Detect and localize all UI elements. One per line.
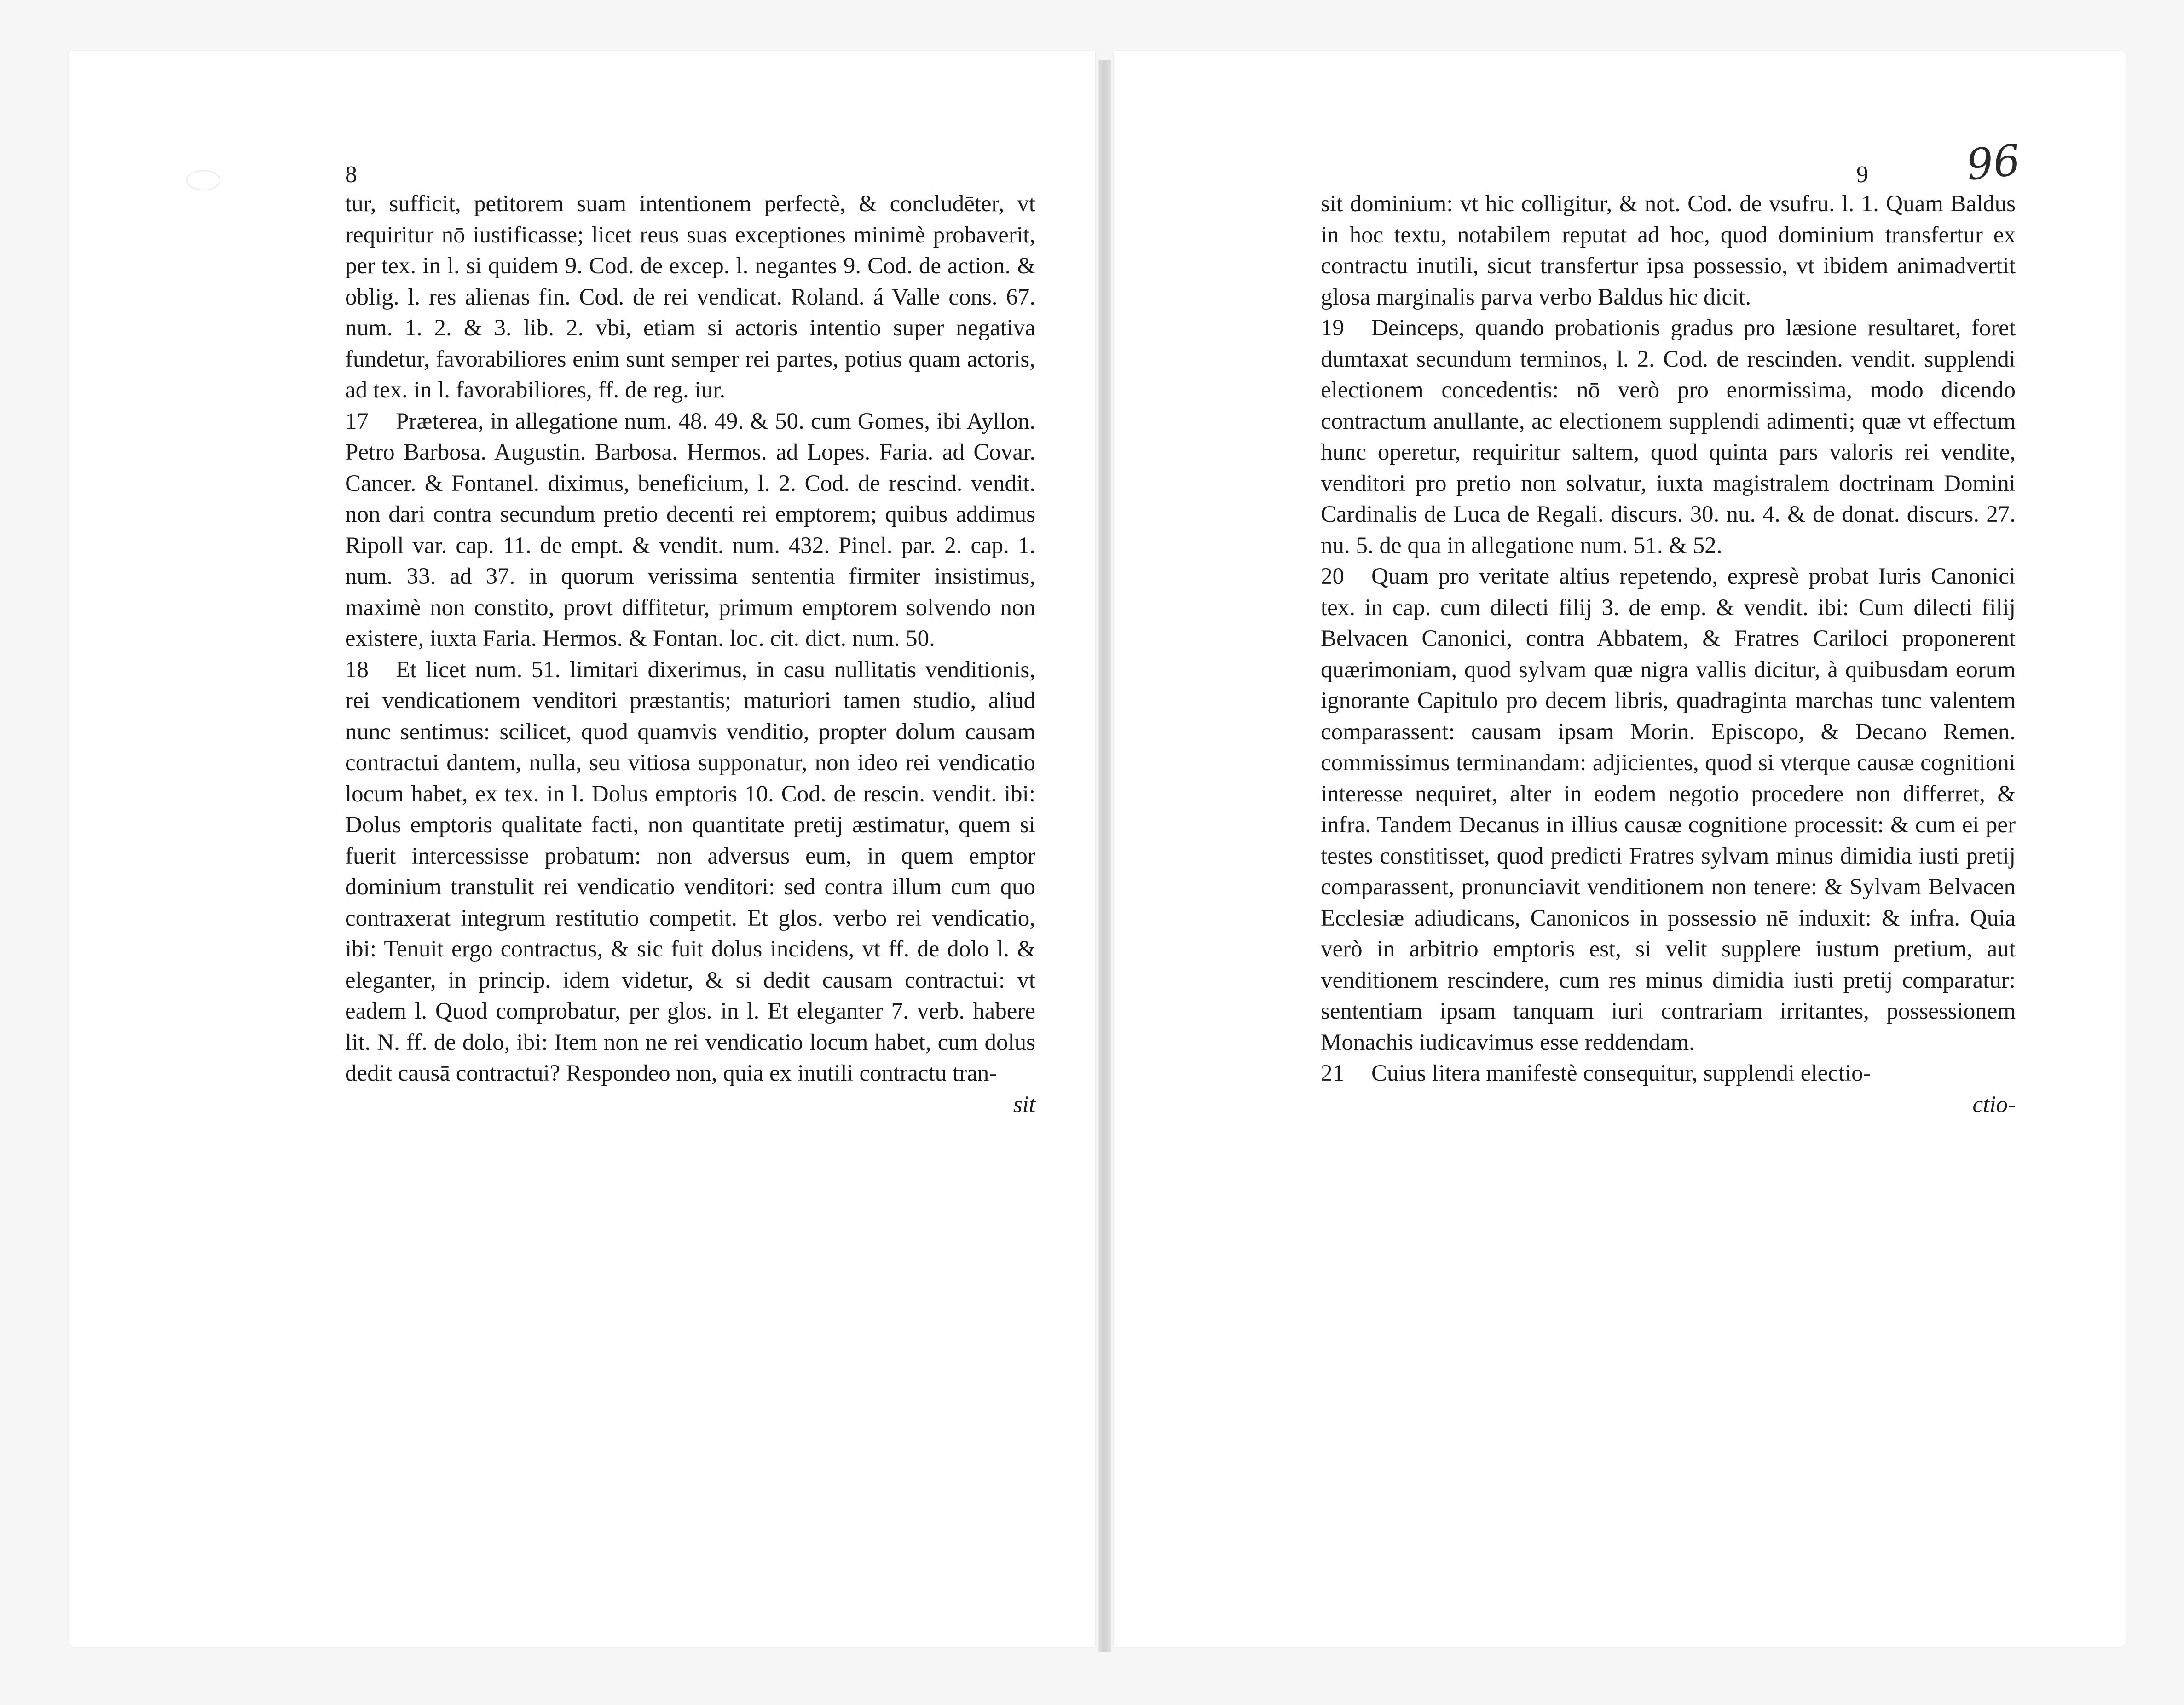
book-gutter bbox=[1098, 60, 1111, 1652]
catchword: ctio- bbox=[1972, 1091, 2016, 1117]
book-spread bbox=[69, 51, 2131, 1661]
paragraph-number: 21 bbox=[1321, 1060, 1344, 1086]
handwritten-folio-number: 96 bbox=[1964, 135, 2023, 190]
paragraph-text: Præterea, in allegatione num. 48. 49. & 50. cum Gomes, ibi Ayllon. Petro Barbosa. Augustin. Barbosa. Hermos. ad Lopes. Faria. ad Covar. Cancer. & Fontanel. diximus, beneficium, l. 2. Cod. de rescind. vendit. non dari contra secundum pretio decenti rei emptorem; quibus addimus Ripoll var. cap. 11. de empt. & vendit. num. 432. Pinel. par. 2. cap. 1. num. 33. ad 37. in quorum verissima sententia firmiter insistimus, maximè non constito, provt diffitetur, primum emptorem solvendo non existere, iuxta Faria. Hermos. & Fontan. loc. cit. dict. num. 50. bbox=[345, 408, 1035, 651]
page-text bbox=[345, 189, 1035, 1120]
paragraph bbox=[1321, 561, 2016, 1058]
left-page bbox=[69, 51, 1095, 1647]
paragraph-number: 18 bbox=[345, 657, 369, 683]
paragraph-number: 19 bbox=[1321, 315, 1344, 341]
page-number: 9 bbox=[1856, 161, 1868, 188]
paragraph-text: Deinceps, quando probationis gradus pro læsione resultaret, foret dumtaxat secundum terminos, l. 2. Cod. de rescinden. vendit. supplendi electionem concedentis: nō verò pro enormissima, modo dicendo contractum anullante, ac electionem supplendi adimenti; quæ vt effectum hunc operetur, requiritur saltem, quod quinta pars valoris rei vendite, venditori pro pretio non solvatur, iuxta magistralem doctrinam Domini Cardinalis de Luca de Regali. discurs. 30. nu. 4. & de donat. discurs. 27. nu. 5. de qua in allegatione num. 51. & 52. bbox=[1321, 315, 2016, 559]
paragraph-number: 20 bbox=[1321, 564, 1344, 589]
ink-smudge bbox=[186, 170, 220, 190]
paragraph-text: Et licet num. 51. limitari dixerimus, in casu nullitatis venditionis, rei vendicationem venditori præstantis; maturiori tamen studio, aliud nunc sentimus: scilicet, quod quamvis venditio, propter dolum causam contractui dantem, nulla, seu vitiosa supponatur, non ideo rei vendicatio locum habet, ex tex. in l. Dolus emptoris 10. Cod. de rescin. vendit. ibi: Dolus emptoris qualitate facti, non quantitate pretij æstimatur, quem si fuerit intercessisse probatum: non adversus eum, in quem emptor dominium transtulit rei vendicatio venditori: sed contra illum cum quo contraxerat integrum restitutio competit. Et glos. verbo rei vendicatio, ibi: Tenuit ergo contractus, & sic fuit dolus incidens, vt ff. de dolo l. & eleganter, in princip. idem videtur, & si dedit causam contractui: vt eadem l. Quod comprobatur, per glos. in l. Et eleganter 7. verb. habere lit. N. ff. de dolo, ibi: Item non ne rei vendicatio locum habet, cum dolus dedit causā contractui? Respondeo non, quia ex inutili contractu tran- bbox=[345, 657, 1035, 1086]
paragraph-text: Cuius litera manifestè consequitur, supplendi electio- bbox=[1371, 1060, 1871, 1086]
paragraph bbox=[345, 406, 1035, 655]
right-page bbox=[1114, 51, 2126, 1647]
catchword: sit bbox=[1013, 1091, 1035, 1117]
paragraph-number: 17 bbox=[345, 408, 369, 434]
paragraph-text: sit dominium: vt hic colligitur, & not. Cod. de vsufru. l. 1. Quam Baldus in hoc textu, notabilem reputat ad hoc, quod dominium transfertur ex contractu inutili, sicut transfertur ipsa possessio, vt ibidem animadvertit glosa marginalis parva verbo Baldus hic dicit. bbox=[1321, 191, 2016, 310]
paragraph bbox=[1321, 313, 2016, 561]
paragraph bbox=[345, 655, 1035, 1089]
paragraph-text: Quam pro veritate altius repetendo, expresè probat Iuris Canonici tex. in cap. cum dilecti filij 3. de emp. & vendit. ibi: Cum dilecti filij Belvacen Canonici, contra Abbatem, & Fratres Cariloci proponerent quærimoniam, quod sylvam quæ nigra vallis dicitur, à quibusdam eorum ignorante Capitulo pro decem libris, quadraginta marchas tunc valentem comparassent: causam ipsam Morin. Episcopo, & Decano Remen. commissimus terminandam: adjicientes, quod si vterque causæ cognitioni interesse nequiret, alter in eodem negotio procedere non differret, & infra. Tandem Decanus in illius causæ cognitione processit: & cum ei per testes constitisset, quod predicti Fratres sylvam minus dimidia iusti pretij comparassent, pronunciavit venditionem non tenere: & Sylvam Belvacen Ecclesiæ adiudicans, Canonicos in possessio nē induxit: & infra. Quia verò in arbitrio emptoris est, si velit supplere iustum pretium, aut venditionem rescindere, cum res minus dimidia iusti pretij comparatur: sententiam ipsam tanquam iuri contrariam irritantes, possessionem Monachis iudicavimus esse reddendam. bbox=[1321, 564, 2016, 1055]
paragraph-text: tur, sufficit, petitorem suam intentionem perfectè, & concludēter, vt requiritur nō iustificasse; licet reus suas exceptiones minimè probaverit, per tex. in l. si quidem 9. Cod. de excep. l. negantes 9. Cod. de action. & oblig. l. res alienas fin. Cod. de rei vendicat. Roland. á Valle cons. 67. num. 1. 2. & 3. lib. 2. vbi, etiam si actoris intentio super negativa fundetur, favorabiliores enim sunt semper rei partes, potius quam actoris, ad tex. in l. favorabiliores, ff. de reg. iur. bbox=[345, 191, 1035, 403]
paragraph bbox=[1321, 1058, 2016, 1089]
page-text bbox=[1321, 189, 2016, 1120]
page-number: 8 bbox=[345, 161, 357, 188]
paragraph bbox=[345, 189, 1035, 406]
paragraph bbox=[1321, 189, 2016, 313]
